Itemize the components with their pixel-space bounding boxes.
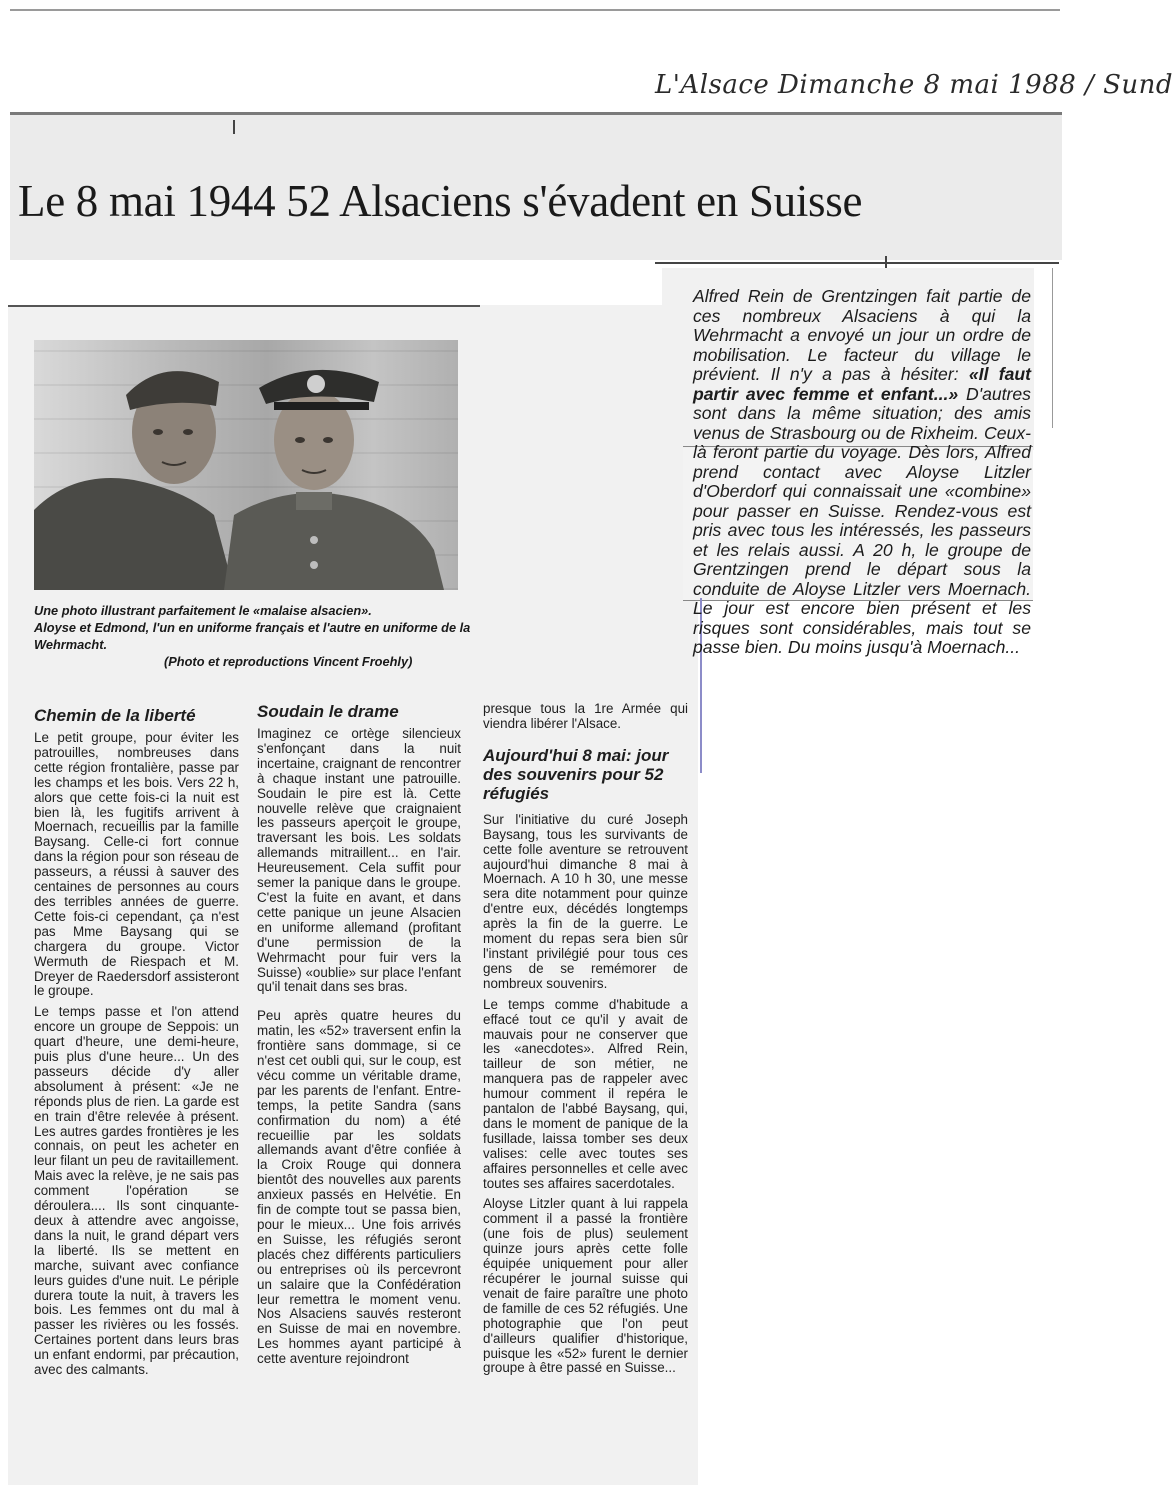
paragraph: Le petit groupe, pour éviter les patrouilles, nombreuses dans cette région frontalière, passe par les champs et les bois. Vers 22 h, alors que cette fois-ci la nuit est bien là, les fugitifs arrivent à Moernach, recueillis par la famille Baysang. Celle-ci fort connue dans la région pour son réseau de passeurs, a réussi à sauver des centaines de personnes au cours des terribles années de guerre. Cette fois-ci cependant, ça n'est pas Mme Baysang qui se chargera du groupe. Victor Wermuth de Riespach et M. Dreyer de Raedersdorf assisteront le groupe. — [34, 730, 239, 999]
photo-credit: (Photo et reproductions Vincent Froehly) — [164, 654, 413, 669]
sidebar-top-rule — [655, 262, 1059, 264]
paragraph: Le temps passe et l'on attend encore un groupe de Seppois: un quart d'heure, une demi-heure, puis plus d'une heure... Un des passeurs décide d'y aller absolument à présent: «Je ne réponds plus de rien. La garde est en train d'être relevée à présent. Les autres gardes frontières je les connais, on peut les acheter en leur filant un peu de ravitaillement. Mais avec la relève, je ne sais pas comment l'opération se déroulera.... Ils sont cinquante-deux à attendre avec angoisse, dans la nuit, le grand départ vers la liberté. Ils se mettent en marche, suivant avec confiance leurs guides d'une nuit. Le périple durera toute la nuit, à travers les bois. Les femmes ont du mal à passer les rivières ou les fossés. Certaines portent dans leurs bras un enfant endormi, par précaution, avec des calmants. — [34, 1004, 239, 1378]
column-2 — [257, 702, 461, 1373]
page-top-rule — [10, 9, 1060, 11]
paragraph: Peu après quatre heures du matin, les «52» traversent enfin la frontière sans dommage, si ce n'est cet oubli qui, sur le coup, est vécu comme un véritable drame, par les parents de l'enfant. Entre-temps, la petite Sandra (sans confirmation du nom) a été recueillie par les soldats allemands avant d'être confiée à la Croix Rouge qui donnera bientôt des nouvelles aux parents anxieux passés en Helvétie. En fin de compte tout se passa bien, pour le mieux... Une fois arrivés en Suisse, les réfugiés seront placés chez différents particuliers ou entreprises où ils percevront un salaire que la Confédération leur remettra le moment venu. Nos Alsaciens sauvés resteront en Suisse de mai en novembre. Les hommes ayant participé à cette aventure rejoindront — [257, 1008, 461, 1367]
sidebar-right-edge — [1052, 268, 1053, 428]
handwritten-source-note: L'Alsace Dimanche 8 mai 1988 / Sund — [655, 70, 1173, 100]
sidebar-quote: «Il faut partir avec femme et enfant...» — [693, 364, 1031, 404]
sidebar-text-part2: D'autres sont dans la même situation; des amis venus de Strasbourg ou de Rixheim. Ceux-là feront partie du voyage. Dès lors, Alfred prend contact avec Aloyse Litzler d'Oberdorf qui connaissait une «combine» pour passer en Suisse. Rendez-vous est pris avec tous les intéressés, les passeurs et les relais aussi. A 20 h, le groupe de Grentzingen prend le départ sous la conduite de Aloyse Litzler vers Moernach. Le jour est encore bien présent et les risques sont considérables, mais tout se passe bien. Du moins jusqu'à Moernach... — [693, 383, 1031, 657]
paragraph: Imaginez ce ortège silencieux s'enfonçant dans la nuit incertaine, craignant de rencontrer à chaque instant une patrouille. Soudain le pire est là. Cette nouvelle relève que craignaient les passeurs aperçoit le groupe, traversant les bois. Les soldats allemands mitraillent... en l'air. Heureusement. Cela suffit pour semer la panique dans le groupe. C'est la fuite en avant, et dans cette panique un jeune Alsacien en uniforme allemand (profitant d'une permission de la Wehrmacht pour fuir vers la Suisse) «oublie» sur place l'enfant qu'il tenait dans ses bras. — [257, 726, 461, 995]
photo-figures — [34, 340, 458, 590]
article-photo — [34, 340, 458, 590]
section-heading-souvenirs: Aujourd'hui 8 mai: jour des souvenirs pour 52 réfugiés — [483, 745, 669, 803]
clip-mark — [233, 120, 235, 134]
column-3 — [483, 702, 688, 1382]
paragraph: Le temps comme d'habitude a effacé tout ce qu'il y avait de mauvais pour ne conserver que les «anecdotes». Alfred Rein, tailleur de son métier, ne manquera pas de rappeler avec humour comment il repéra le pantalon de l'abbé Baysang, qui, dans le moment de panique de la fusillade, laissa tomber ses deux valises: celle avec toutes ses affaires personnelles et celle avec toutes ses affaires sacerdotales. — [483, 996, 688, 1191]
paragraph: presque tous la 1re Armée qui viendra libérer l'Alsace. — [483, 701, 688, 731]
column-1 — [34, 706, 239, 1384]
paragraph: Sur l'initiative du curé Joseph Baysang, tous les survivants de cette folle aventure se retrouvent aujourd'hui dimanche 8 mai à Moernach. A 10 h 30, une messe sera dite notamment pour quinze d'entre eux, décédés longtemps après la fin de la guerre. Le moment du repas sera bien sûr l'instant privilégié pour tous ces gens de se remémorer de nombreux souvenirs. — [483, 811, 688, 991]
clipping-top-rule — [8, 305, 480, 307]
sidebar-text-part1: Alfred Rein de Grentzingen fait partie de ces nombreux Alsaciens à qui la Wehrmacht a envoyé un jour un ordre de mobilisation. Le facteur du village le prévient. Il n'y a pas à hésiter: — [693, 286, 1031, 384]
sidebar-intro — [693, 287, 1031, 658]
paragraph: Aloyse Litzler quant à lui rappela comment il a passé la frontière (une fois de plus) seulement quinze jours après cette folle équipée uniquement pour aller récupérer le journal suisse qui venait de faire paraître une photo de famille de ces 52 réfugiés. Une photographie que l'on peut d'ailleurs qualifier d'historique, puisque les «52» furent le dernier groupe à être passé en Suisse... — [483, 1196, 688, 1376]
section-heading-drame: Soudain le drame — [257, 702, 399, 721]
section-heading-chemin: Chemin de la liberté — [34, 706, 196, 725]
article-headline: Le 8 mai 1944 52 Alsaciens s'évadent en Suisse — [18, 176, 863, 226]
caption-line-2: Aloyse et Edmond, l'un en uniforme français et l'autre en uniforme de la Wehrmacht. — [34, 620, 471, 652]
caption-line-1: Une photo illustrant parfaitement le «malaise alsacien». — [34, 603, 372, 618]
photo-caption — [34, 602, 474, 670]
